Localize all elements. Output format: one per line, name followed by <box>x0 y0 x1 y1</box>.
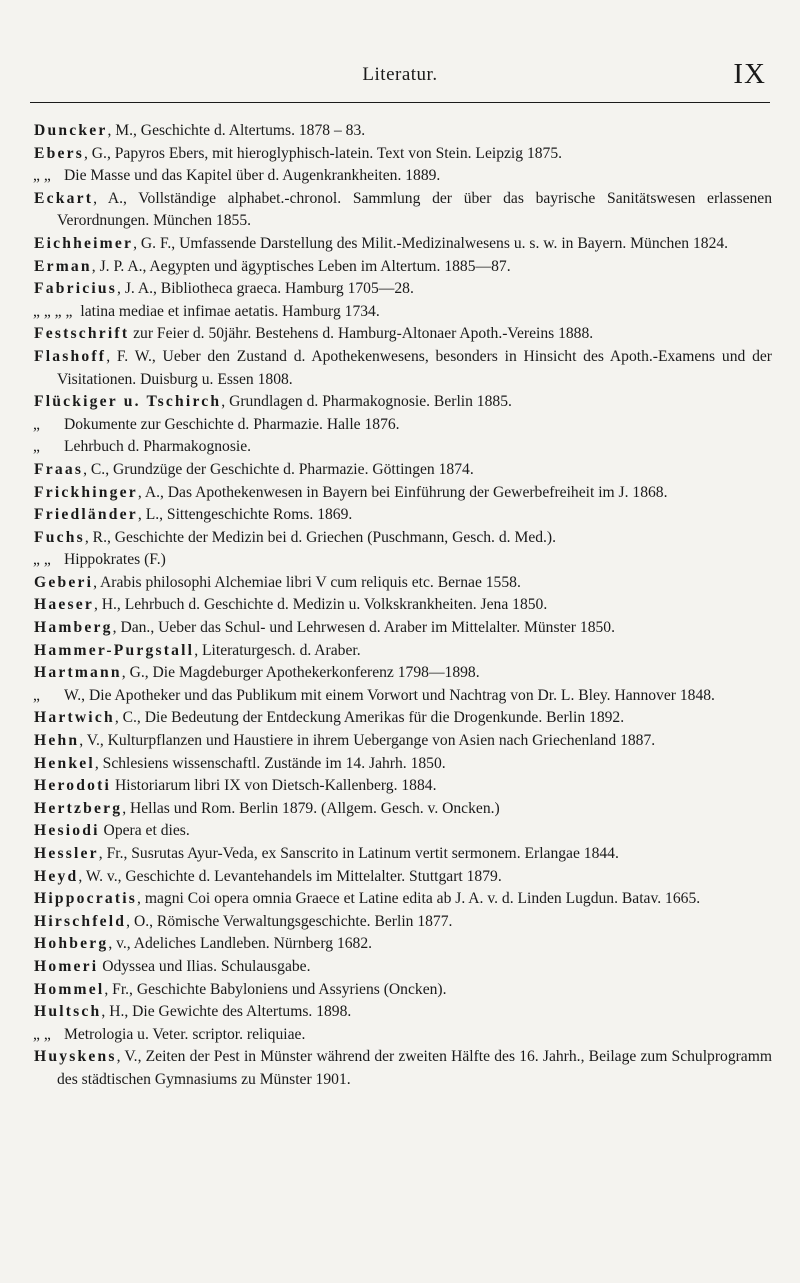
bibliography-entry <box>34 685 772 708</box>
bibliography-entry <box>34 730 772 753</box>
bibliography-entry <box>34 278 772 301</box>
entry-text: , v., Adeliches Landleben. Nürnberg 1682. <box>108 935 373 953</box>
bibliography-entry <box>34 346 772 391</box>
entry-text: , H., Lehrbuch d. Geschichte d. Medizin u. Volkskrankheiten. Jena 1850. <box>93 596 548 614</box>
entry-text: , Fr., Geschichte Babyloniens und Assyriens (Oncken). <box>104 980 447 998</box>
entry-author: Hommel <box>34 980 105 998</box>
ditto-mark: „ „ <box>33 1025 51 1043</box>
entry-text: , C., Die Bedeutung der Entdeckung Amerikas für die Drogenkunde. Berlin 1892. <box>114 709 625 727</box>
entry-text: , G. F., Umfassende Darstellung des Milit.-Medizinalwesens u. s. w. in Bayern. München 1824. <box>133 234 729 252</box>
entry-text: , A., Vollständige alphabet.-chronol. Sammlung der über das bayrische Sanitätswesen erlassenen Verordnungen. München 1855. <box>57 189 772 230</box>
entry-text: latina mediae et infimae aetatis. Hamburg 1734. <box>80 302 380 320</box>
entry-author: Fabricius <box>34 280 118 298</box>
entry-author: Hamberg <box>34 619 113 637</box>
entry-author: Hertzberg <box>34 799 123 817</box>
bibliography-entry <box>34 459 772 482</box>
bibliography-entry <box>34 436 772 459</box>
entry-text: Die Masse und das Kapitel über d. Augenkrankheiten. 1889. <box>64 167 441 185</box>
bibliography-entry <box>34 1046 772 1091</box>
entry-text: , G., Die Magdeburger Apothekerkonferenz 1798—1898. <box>121 664 480 682</box>
bibliography-entry <box>34 843 772 866</box>
entry-author: Erman <box>34 257 92 275</box>
entry-text: , G., Papyros Ebers, mit hieroglyphisch-latein. Text von Stein. Leipzig 1875. <box>83 144 563 162</box>
entry-author: Duncker <box>34 122 108 139</box>
bibliography-list <box>34 120 772 1092</box>
running-title: Literatur. <box>362 64 438 85</box>
entry-text: , magni Coi opera omnia Graece et Latine edita ab J. A. v. d. Linden Lugdun. Batav. 1665. <box>137 890 701 908</box>
ditto-mark: „ <box>33 686 40 704</box>
entry-author: Festschrift <box>34 325 130 343</box>
bibliography-entry <box>34 594 772 617</box>
bibliography-entry <box>34 933 772 956</box>
entry-text: Odyssea und Ilias. Schulausgabe. <box>98 957 311 975</box>
ditto-mark: „ „ „ „ <box>33 302 73 320</box>
entry-text: , Fr., Susrutas Ayur-Veda, ex Sanscrito in Latinum vertit sermonem. Erlangae 1844. <box>98 845 619 862</box>
bibliography-entry <box>34 956 772 979</box>
bibliography-entry <box>34 188 772 233</box>
entry-text: , J. A., Bibliotheca graeca. Hamburg 1705—28. <box>117 280 414 298</box>
entry-text: , Hellas und Rom. Berlin 1879. (Allgem. Gesch. v. Oncken.) <box>122 799 500 817</box>
entry-author: Hultsch <box>34 1003 102 1021</box>
bibliography-entry <box>34 775 772 798</box>
entry-author: Hohberg <box>34 935 109 953</box>
bibliography-entry <box>34 301 772 324</box>
entry-text: Historiarum libri IX von Dietsch-Kallenberg. 1884. <box>111 777 437 795</box>
entry-text: Opera et dies. <box>99 822 190 840</box>
bibliography-entry <box>34 820 772 843</box>
bibliography-entry <box>34 640 772 663</box>
entry-author: Eichheimer <box>34 234 134 252</box>
entry-text: W., Die Apotheker und das Publikum mit einem Vorwort und Nachtrag von Dr. L. Bley. Hannover 1848. <box>64 686 715 704</box>
entry-author: Hippocratis <box>34 890 138 908</box>
entry-text: , Grundlagen d. Pharmakognosie. Berlin 1885. <box>221 393 512 411</box>
entry-author: Homeri <box>34 957 99 975</box>
bibliography-entry <box>34 617 772 640</box>
entry-text: , J. P. A., Aegypten und ägyptisches Leben im Altertum. 1885—87. <box>91 257 511 275</box>
bibliography-entry <box>34 482 772 505</box>
bibliography-entry <box>34 888 772 911</box>
entry-text: , W. v., Geschichte d. Levantehandels im Mittelalter. Stuttgart 1879. <box>78 867 502 885</box>
bibliography-entry <box>34 527 772 550</box>
entry-author: Eckart <box>34 189 94 207</box>
entry-author: Ebers <box>34 144 84 162</box>
entry-author: Hessler <box>34 845 99 862</box>
entry-author: Hesiodi <box>34 822 100 840</box>
ditto-mark: „ „ <box>33 551 51 569</box>
bibliography-entry <box>34 911 772 934</box>
entry-author: Hartwich <box>34 709 115 727</box>
entry-author: Flashoff <box>34 347 107 365</box>
bibliography-entry <box>34 549 772 572</box>
bibliography-entry <box>34 143 772 166</box>
entry-text: , V., Zeiten der Pest in Münster während der zweiten Hälfte des 16. Jahrh., Beilage zum Schulprogramm des städtischen Gymnasiums zu Münster 1901. <box>57 1048 772 1088</box>
entry-text: , O., Römische Verwaltungsgeschichte. Berlin 1877. <box>126 912 453 930</box>
bibliography-entry <box>34 504 772 527</box>
bibliography-entry <box>34 414 772 437</box>
entry-text: , Literaturgesch. d. Araber. <box>194 641 361 659</box>
entry-text: , A., Das Apothekenwesen in Bayern bei Einführung der Gewerbefreiheit im J. 1868. <box>137 483 668 501</box>
ditto-mark: „ <box>33 415 40 433</box>
entry-author: Geberi <box>34 573 94 591</box>
bibliography-entry <box>34 1024 772 1047</box>
bibliography-entry <box>34 165 772 188</box>
entry-text: , Schlesiens wissenschaftl. Zustände im 14. Jahrh. 1850. <box>94 754 446 772</box>
entry-text: , Dan., Ueber das Schul- und Lehrwesen d. Araber im Mittelalter. Münster 1850. <box>112 619 615 637</box>
entry-author: Flückiger u. Tschirch <box>34 393 222 411</box>
bibliography-entry <box>34 1001 772 1024</box>
entry-author: Hirschfeld <box>34 912 127 930</box>
entry-author: Fraas <box>34 460 84 478</box>
bibliography-entry <box>34 662 772 685</box>
page-number: IX <box>733 58 766 90</box>
entry-text: zur Feier d. 50jähr. Bestehens d. Hamburg-Altonaer Apoth.-Vereins 1888. <box>129 325 594 343</box>
bibliography-entry <box>34 979 772 1002</box>
bibliography-entry <box>34 707 772 730</box>
bibliography-entry <box>34 120 772 143</box>
entry-author: Heyd <box>34 867 79 885</box>
ditto-mark: „ „ <box>33 167 51 185</box>
entry-text: , M., Geschichte d. Altertums. 1878 – 83. <box>107 122 366 139</box>
entry-author: Henkel <box>34 754 95 772</box>
ditto-mark: „ <box>33 438 40 456</box>
entry-text: Lehrbuch d. Pharmakognosie. <box>64 438 252 456</box>
entry-author: Herodoti <box>34 777 112 795</box>
entry-author: Hehn <box>34 732 80 750</box>
bibliography-entry <box>34 866 772 889</box>
entry-text: Metrologia u. Veter. scriptor. reliquiae. <box>64 1025 306 1043</box>
bibliography-entry <box>34 391 772 414</box>
entry-author: Frickhinger <box>34 483 138 501</box>
bibliography-entry <box>34 753 772 776</box>
bibliography-entry <box>34 572 772 595</box>
entry-text: , F. W., Ueber den Zustand d. Apothekenwesens, besonders in Hinsicht des Apoth.-Examens und der Visitationen. Duisburg u. Essen 1808. <box>57 347 772 388</box>
entry-text: , R., Geschichte der Medizin bei d. Griechen (Puschmann, Gesch. d. Med.). <box>84 528 557 546</box>
entry-author: Haeser <box>34 596 94 614</box>
entry-text: , C., Grundzüge der Geschichte d. Pharmazie. Göttingen 1874. <box>83 460 474 478</box>
bibliography-entry <box>34 233 772 256</box>
entry-author: Hammer-Purgstall <box>34 641 195 659</box>
entry-author: Huyskens <box>34 1048 117 1066</box>
entry-text: , H., Die Gewichte des Altertums. 1898. <box>101 1003 352 1021</box>
entry-text: Hippokrates (F.) <box>64 551 166 569</box>
bibliography-entry <box>34 323 772 346</box>
entry-author: Friedländer <box>34 506 138 524</box>
entry-author: Hartmann <box>34 664 122 682</box>
entry-text: , V., Kulturpflanzen und Haustiere in ihrem Uebergange von Asien nach Griechenland 1887. <box>79 732 656 750</box>
entry-text: Dokumente zur Geschichte d. Pharmazie. Halle 1876. <box>64 415 400 433</box>
entry-author: Fuchs <box>34 528 85 546</box>
entry-text: , L., Sittengeschichte Roms. 1869. <box>137 506 353 524</box>
entry-text: , Arabis philosophi Alchemiae libri V cum reliquis etc. Bernae 1558. <box>93 573 521 591</box>
bibliography-entry <box>34 256 772 279</box>
bibliography-entry <box>34 798 772 821</box>
page-header <box>30 58 770 103</box>
